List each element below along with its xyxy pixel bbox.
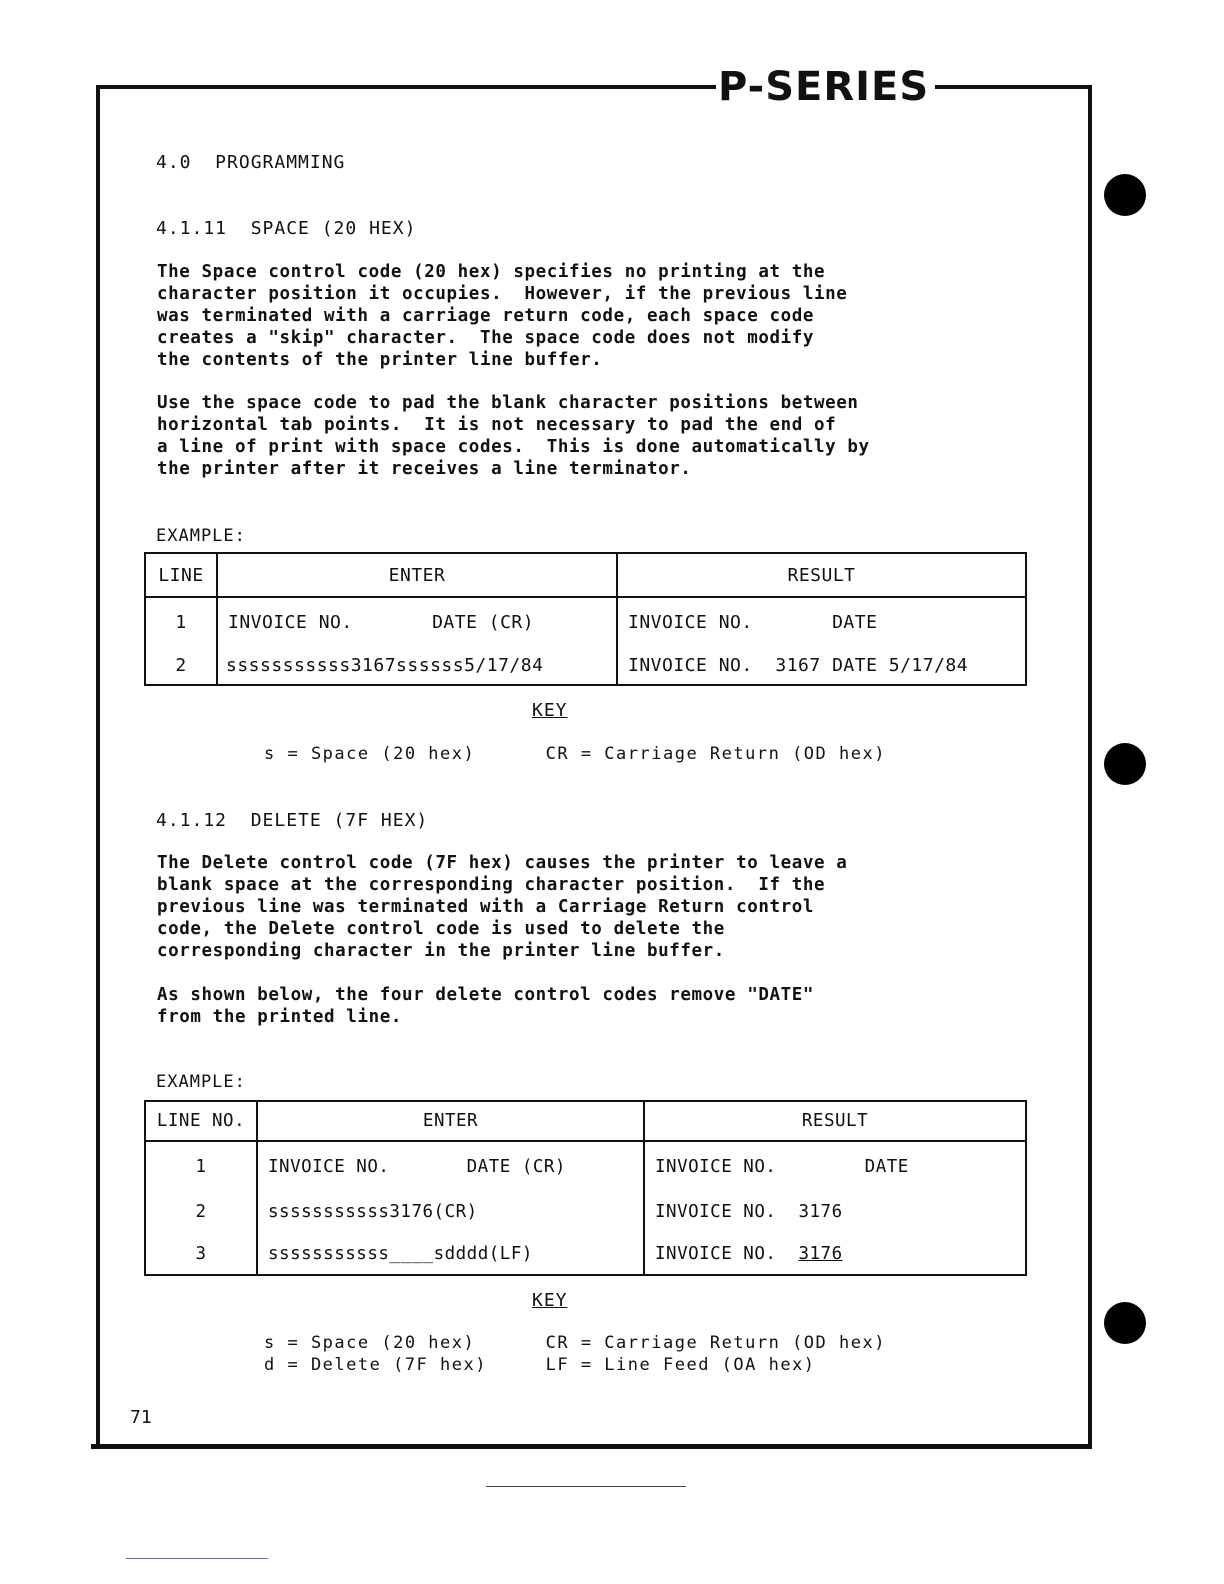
frame-bottom-border xyxy=(91,1444,1092,1449)
space-paragraph-2 xyxy=(157,392,1037,480)
table-row xyxy=(145,597,1026,647)
text-line: code, the Delete control code is used to delete the xyxy=(157,919,725,939)
table-row xyxy=(145,1191,1026,1233)
table-row xyxy=(145,1141,1026,1191)
cell-result: INVOICE NO. 3176 xyxy=(644,1191,1026,1233)
cell-enter: sssssssssss3167ssssss5/17/84 xyxy=(217,647,617,685)
enter-deletes: sdddd(LF) xyxy=(433,1243,533,1264)
cell-result: INVOICE NO. 3167 DATE 5/17/84 xyxy=(617,647,1026,685)
space-key-line: s = Space (20 hex) CR = Carriage Return (OD hex) xyxy=(264,744,886,764)
cell-enter: INVOICE NO. DATE (CR) xyxy=(257,1141,644,1191)
delete-key-line-1: s = Space (20 hex) CR = Carriage Return (OD hex) xyxy=(264,1333,886,1353)
frame-left-border xyxy=(96,85,100,1448)
table-header-row xyxy=(145,1101,1026,1141)
cell-enter: INVOICE NO. DATE (CR) xyxy=(217,597,617,647)
text-line: a line of print with space codes. This is done automatically by xyxy=(157,437,870,457)
cell-result: INVOICE NO. DATE xyxy=(617,597,1026,647)
enter-blank: ____ xyxy=(389,1243,434,1264)
binder-hole-bottom xyxy=(1104,1302,1146,1344)
cell-line: 2 xyxy=(145,647,217,685)
text-line: the contents of the printer line buffer. xyxy=(157,350,603,370)
scan-artifact-line xyxy=(126,1558,268,1559)
section-title: 4.0 PROGRAMMING xyxy=(156,152,346,173)
cell-enter: sssssssssss3176(CR) xyxy=(257,1191,644,1233)
page-number: 71 xyxy=(130,1407,152,1428)
space-example-table xyxy=(144,552,1027,686)
space-heading: 4.1.11 SPACE (20 HEX) xyxy=(156,218,417,239)
delete-heading: 4.1.12 DELETE (7F HEX) xyxy=(156,810,429,831)
text-line: blank space at the corresponding character position. If the xyxy=(157,875,826,895)
space-example-label: EXAMPLE: xyxy=(156,526,246,546)
cell-line: 2 xyxy=(145,1191,257,1233)
table-row xyxy=(145,1233,1026,1275)
text-line: character position it occupies. However, if the previous line xyxy=(157,284,848,304)
result-prefix: INVOICE NO. xyxy=(655,1243,799,1264)
space-paragraph-1 xyxy=(157,261,1037,371)
cell-result xyxy=(644,1233,1026,1275)
text-line: the printer after it receives a line terminator. xyxy=(157,459,692,479)
delete-example-label: EXAMPLE: xyxy=(156,1072,246,1092)
column-header-line: LINE xyxy=(145,553,217,597)
text-line: was terminated with a carriage return code, each space code xyxy=(157,306,815,326)
delete-paragraph-2 xyxy=(157,984,1037,1028)
cell-line: 1 xyxy=(145,597,217,647)
text-line: As shown below, the four delete control codes remove "DATE" xyxy=(157,985,815,1005)
result-underlined-number: 3176 xyxy=(798,1243,843,1264)
table-header-row xyxy=(145,553,1026,597)
cell-line: 3 xyxy=(145,1233,257,1275)
frame-top-right-border xyxy=(935,85,1092,89)
column-header-result: RESULT xyxy=(617,553,1026,597)
column-header-line-no: LINE NO. xyxy=(145,1101,257,1141)
table-row xyxy=(145,647,1026,685)
column-header-enter: ENTER xyxy=(257,1101,644,1141)
text-line: horizontal tab points. It is not necessary to pad the end of xyxy=(157,415,837,435)
binder-hole-top xyxy=(1104,174,1146,216)
scan-artifact-line xyxy=(486,1486,686,1487)
text-line: The Space control code (20 hex) specifies no printing at the xyxy=(157,262,826,282)
binder-hole-middle xyxy=(1104,743,1146,785)
column-header-enter: ENTER xyxy=(217,553,617,597)
text-line: previous line was terminated with a Carriage Return control xyxy=(157,897,815,917)
text-line: The Delete control code (7F hex) causes the printer to leave a xyxy=(157,853,848,873)
text-line: Use the space code to pad the blank character positions between xyxy=(157,393,859,413)
cell-result: INVOICE NO. DATE xyxy=(644,1141,1026,1191)
text-line: creates a "skip" character. The space code does not modify xyxy=(157,328,815,348)
cell-enter xyxy=(257,1233,644,1275)
brand-title: P-SERIES xyxy=(718,64,930,110)
column-header-result: RESULT xyxy=(644,1101,1026,1141)
frame-top-border xyxy=(96,85,716,89)
delete-key-title: KEY xyxy=(532,1290,568,1311)
delete-example-table xyxy=(144,1100,1027,1276)
text-line: corresponding character in the printer line buffer. xyxy=(157,941,725,961)
text-line: from the printed line. xyxy=(157,1007,402,1027)
space-key-title: KEY xyxy=(532,700,568,721)
delete-paragraph-1 xyxy=(157,852,1037,962)
delete-key-line-2: d = Delete (7F hex) LF = Line Feed (OA hex) xyxy=(264,1355,816,1375)
enter-spaces: sssssssssss xyxy=(268,1243,390,1264)
frame-right-border xyxy=(1088,85,1092,1448)
cell-line: 1 xyxy=(145,1141,257,1191)
